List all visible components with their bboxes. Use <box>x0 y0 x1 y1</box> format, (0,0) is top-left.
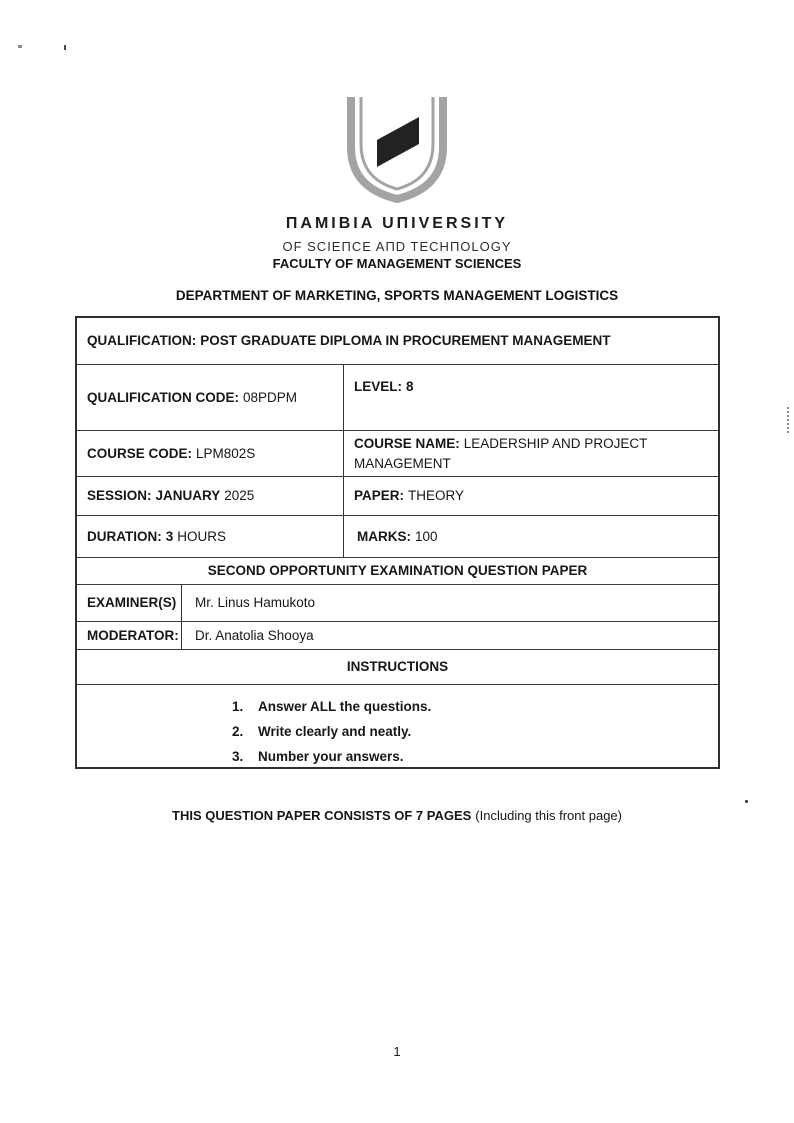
level-label: LEVEL: <box>354 379 403 394</box>
session-label: SESSION: <box>87 488 152 504</box>
qualification-code-cell <box>77 365 343 430</box>
qualification-cell <box>77 318 718 364</box>
instruction-item <box>232 744 718 769</box>
instruction-text: Number your answers. <box>258 749 404 764</box>
scan-speck <box>18 45 22 48</box>
course-name-label: COURSE NAME: <box>354 435 460 451</box>
duration-number: 3 <box>165 528 174 544</box>
level-value: 8 <box>406 379 414 394</box>
instructions-header-row <box>77 649 718 684</box>
page-count-note <box>0 808 794 823</box>
moderator-name: Dr. Anatolia Shooya <box>195 627 314 643</box>
level-cell <box>343 365 718 430</box>
instruction-number: 2. <box>232 724 244 739</box>
scan-speck <box>745 800 748 803</box>
qualification-value: POST GRADUATE DIPLOMA IN PROCUREMENT MANAGEMENT <box>200 333 611 349</box>
qualification-code-value: 08PDPM <box>243 389 298 405</box>
university-name: ПAMIBIA UПIVERSITY <box>285 215 509 232</box>
course-row <box>77 430 718 476</box>
paper-type-banner: SECOND OPPORTUNITY EXAMINATION QUESTION PAPER <box>207 563 588 579</box>
paper-value: THEORY <box>408 488 465 504</box>
instructions-title: INSTRUCTIONS <box>346 659 449 675</box>
course-code-cell <box>77 431 343 476</box>
session-year: 2025 <box>224 488 255 504</box>
instruction-item <box>232 694 718 719</box>
session-cell <box>77 477 343 515</box>
exam-info-table <box>75 316 720 769</box>
moderator-value-cell <box>181 622 718 649</box>
instruction-text: Answer ALL the questions. <box>258 699 432 714</box>
nust-shield-icon <box>337 92 457 212</box>
qualification-label: QUALIFICATION: <box>87 333 197 349</box>
scan-edge-artifact <box>787 407 789 433</box>
examiner-name: Mr. Linus Hamukoto <box>195 595 316 611</box>
university-logo <box>337 92 457 212</box>
course-code-label: COURSE CODE: <box>87 445 193 461</box>
marks-value: 100 <box>415 528 438 544</box>
page-count-note-regular: (Including this front page) <box>475 808 622 823</box>
marks-cell <box>343 516 718 557</box>
examiner-label: EXAMINER(S) <box>87 595 177 611</box>
paper-cell <box>343 477 718 515</box>
session-month: JANUARY <box>155 488 221 504</box>
scan-speck <box>64 45 66 50</box>
examiner-value-cell <box>181 585 718 621</box>
faculty-name: FACULTY OF MANAGEMENT SCIENCES <box>272 256 522 271</box>
instruction-number: 3. <box>232 749 244 764</box>
instruction-text: Write clearly and neatly. <box>258 724 412 739</box>
instruction-number: 1. <box>232 699 244 714</box>
paper-label: PAPER: <box>354 488 405 504</box>
department-name: DEPARTMENT OF MARKETING, SPORTS MANAGEMENT LOGISTICS <box>175 288 619 303</box>
session-paper-row <box>77 476 718 515</box>
page-count-note-bold: THIS QUESTION PAPER CONSISTS OF 7 PAGES <box>172 808 472 823</box>
page-number: 1 <box>393 1044 401 1059</box>
examiner-row <box>77 584 718 621</box>
qualification-code-label: QUALIFICATION CODE: <box>87 389 239 405</box>
marks-label: MARKS: <box>357 528 411 544</box>
duration-label: DURATION: <box>87 528 162 544</box>
moderator-label: MODERATOR: <box>87 627 179 643</box>
paper-type-banner-row <box>77 557 718 584</box>
course-code-value: LPM802S <box>196 445 256 461</box>
examiner-label-cell <box>77 585 181 621</box>
moderator-label-cell <box>77 622 181 649</box>
moderator-row <box>77 621 718 649</box>
instruction-item <box>232 719 718 744</box>
qualification-row <box>77 318 718 364</box>
code-level-row <box>77 364 718 430</box>
university-subtitle: OF SCIEПCE AПD TECHПOLOGY <box>282 239 512 254</box>
instructions-list <box>232 694 718 769</box>
course-name-value: LEADERSHIP AND PROJECT MANAGEMENT <box>354 435 648 471</box>
duration-unit: HOURS <box>177 528 227 544</box>
duration-cell <box>77 516 343 557</box>
instructions-list-row <box>77 684 718 767</box>
duration-marks-row <box>77 515 718 557</box>
course-name-cell <box>343 431 718 476</box>
